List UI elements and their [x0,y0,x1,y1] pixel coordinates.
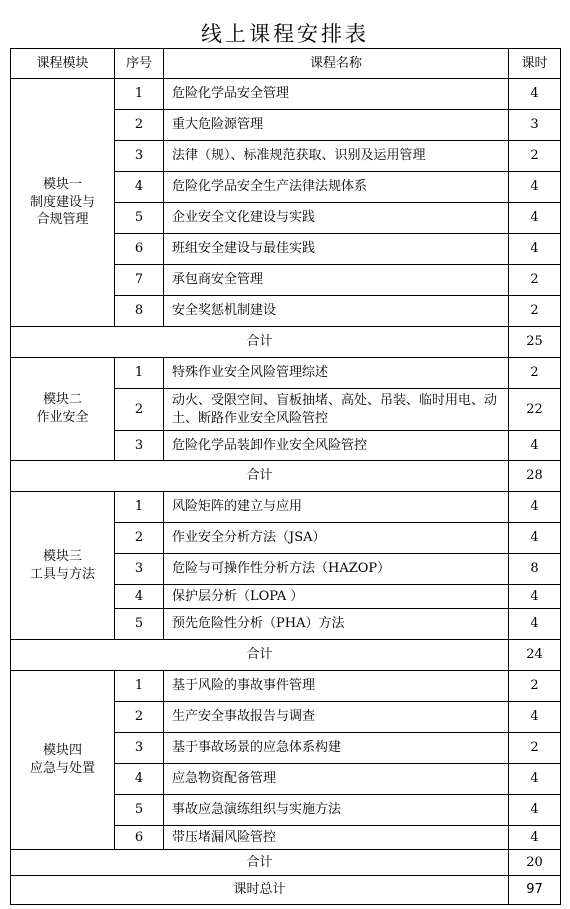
course-name: 基于风险的事故事件管理 [164,671,509,702]
course-no: 1 [115,358,164,389]
subtotal-value: 20 [509,850,561,876]
course-no: 3 [115,431,164,461]
total-value: 97 [509,876,561,905]
subtotal-value: 24 [509,640,561,671]
course-name: 危险化学品装卸作业安全风险管控 [164,431,509,461]
subtotal-label: 合计 [11,327,509,358]
course-no: 3 [115,733,164,764]
total-label: 课时总计 [11,876,509,905]
course-hours: 4 [509,234,561,265]
course-hours: 2 [509,141,561,172]
course-no: 1 [115,79,164,110]
course-name: 风险矩阵的建立与应用 [164,492,509,523]
subtotal-label: 合计 [11,461,509,492]
table-row [11,79,561,110]
course-hours: 4 [509,702,561,733]
course-hours: 4 [509,585,561,609]
table-row [11,671,561,702]
course-hours: 4 [509,492,561,523]
course-name: 法律（规）、标准规范获取、识别及运用管理 [164,141,509,172]
course-name: 班组安全建设与最佳实践 [164,234,509,265]
course-hours: 4 [509,795,561,826]
course-name: 基于事故场景的应急体系构建 [164,733,509,764]
course-hours: 4 [509,431,561,461]
subtotal-row [11,327,561,358]
course-no: 5 [115,795,164,826]
course-schedule-table [10,48,561,905]
course-hours: 4 [509,203,561,234]
course-no: 4 [115,585,164,609]
course-no: 3 [115,554,164,585]
course-hours: 22 [509,389,561,431]
course-no: 1 [115,492,164,523]
subtotal-row [11,850,561,876]
course-hours: 2 [509,265,561,296]
course-no: 5 [115,203,164,234]
subtotal-label: 合计 [11,640,509,671]
course-hours: 4 [509,609,561,640]
course-hours: 4 [509,79,561,110]
table-row [11,358,561,389]
course-no: 1 [115,671,164,702]
course-hours: 2 [509,358,561,389]
subtotal-row [11,640,561,671]
subtotal-value: 25 [509,327,561,358]
course-no: 4 [115,764,164,795]
course-name: 预先危险性分析（PHA）方法 [164,609,509,640]
course-hours: 2 [509,296,561,327]
course-name: 带压堵漏风险管控 [164,826,509,850]
module-2-name: 模块二 作业安全 [11,358,115,461]
course-name: 危险化学品安全管理 [164,79,509,110]
course-no: 5 [115,609,164,640]
course-hours: 4 [509,523,561,554]
course-no: 6 [115,826,164,850]
course-hours: 4 [509,172,561,203]
course-no: 2 [115,110,164,141]
course-name: 保护层分析（LOPA ） [164,585,509,609]
course-no: 2 [115,389,164,431]
header-name: 课程名称 [164,49,509,79]
course-name: 应急物资配备管理 [164,764,509,795]
course-hours: 2 [509,671,561,702]
course-no: 2 [115,702,164,733]
page-title: 线上课程安排表 [201,22,369,46]
table-row [11,492,561,523]
course-no: 7 [115,265,164,296]
course-name: 动火、受限空间、盲板抽堵、高处、吊装、临时用电、动土、断路作业安全风险管控 [164,389,509,431]
course-name: 作业安全分析方法（JSA） [164,523,509,554]
course-name: 安全奖惩机制建设 [164,296,509,327]
header-module: 课程模块 [11,49,115,79]
total-row [11,876,561,905]
course-hours: 3 [509,110,561,141]
header-hours: 课时 [509,49,561,79]
course-name: 重大危险源管理 [164,110,509,141]
course-name: 企业安全文化建设与实践 [164,203,509,234]
course-name: 特殊作业安全风险管理综述 [164,358,509,389]
module-1-name: 模块一 制度建设与 合规管理 [11,79,115,327]
course-no: 2 [115,523,164,554]
course-no: 6 [115,234,164,265]
course-name: 危险与可操作性分析方法（HAZOP） [164,554,509,585]
course-name: 生产安全事故报告与调查 [164,702,509,733]
module-4-name: 模块四 应急与处置 [11,671,115,850]
module-3-name: 模块三 工具与方法 [11,492,115,640]
subtotal-row [11,461,561,492]
subtotal-label: 合计 [11,850,509,876]
course-hours: 2 [509,733,561,764]
course-name: 承包商安全管理 [164,265,509,296]
course-name: 事故应急演练组织与实施方法 [164,795,509,826]
header-no: 序号 [115,49,164,79]
header-row [11,49,561,79]
course-hours: 4 [509,764,561,795]
course-no: 8 [115,296,164,327]
course-hours: 8 [509,554,561,585]
course-name: 危险化学品安全生产法律法规体系 [164,172,509,203]
course-no: 4 [115,172,164,203]
subtotal-value: 28 [509,461,561,492]
course-no: 3 [115,141,164,172]
course-hours: 4 [509,826,561,850]
